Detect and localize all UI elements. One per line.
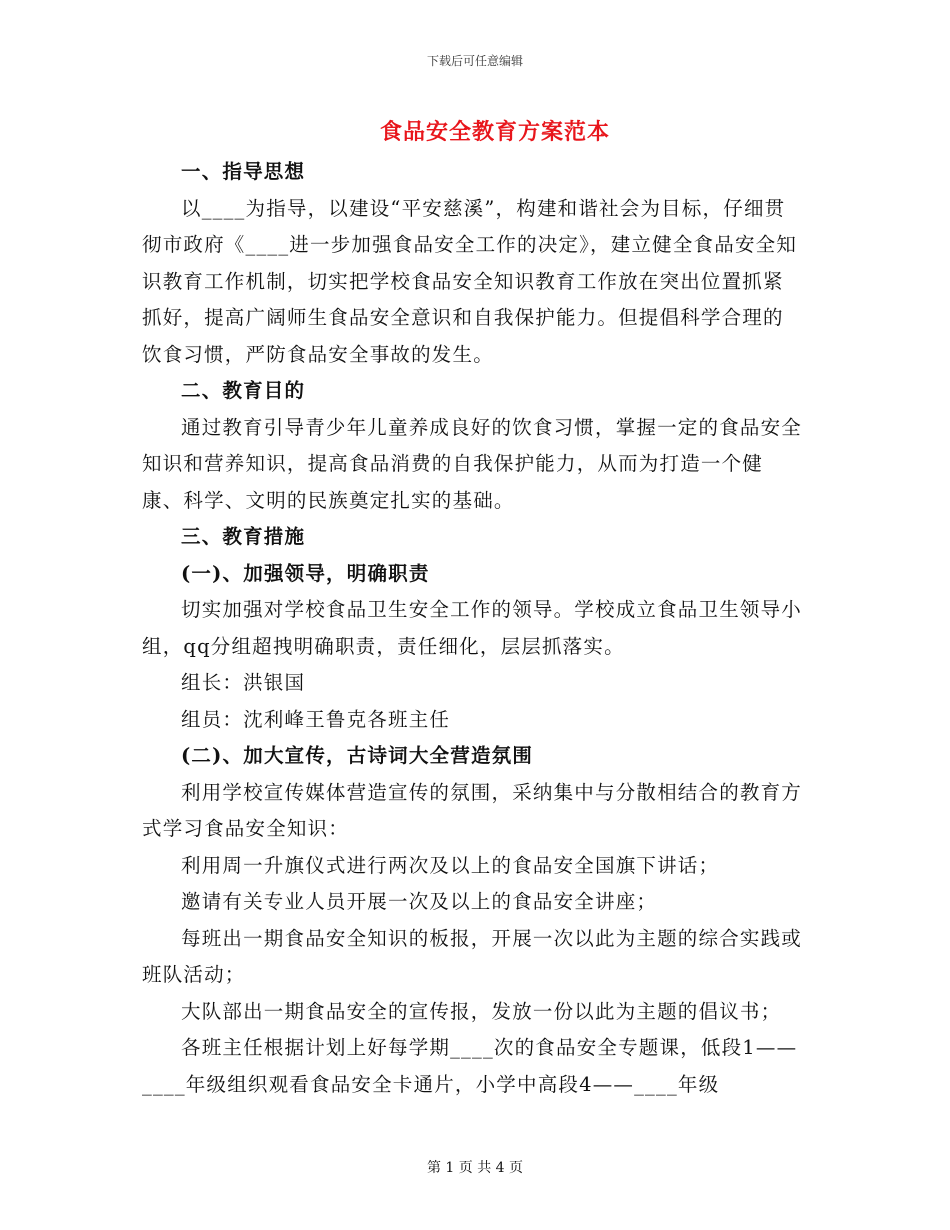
- page-footer: 第 1 页 共 4 页: [426, 1160, 524, 1176]
- section-heading-3: 三、教育措施: [181, 525, 306, 548]
- paragraph-lecture: 邀请有关专业人员开展一次及以上的食品安全讲座；: [181, 890, 658, 913]
- paragraph-lessons: 各班主任根据计划上好每学期____次的食品安全专题课，低段1——____年级组织观看食品安全卡通片，小学中高段4——____年级: [142, 1036, 798, 1096]
- paragraph-guiding-thought: 以____为指导，以建设“平安慈溪”，构建和谐社会为目标，仔细贯彻市政府《____进一步加强食品安全工作的决定》，建立健全食品安全知识教育工作机制，切实把学校食品安全知识教育工作放在突出位置抓紧抓好，提高广阔师生食品安全意识和自我保护能力。但提倡科学合理的饮食习惯，严防食品安全事故的发生。: [142, 196, 798, 366]
- paragraph-education-goal: 通过教育引导青少年儿童养成良好的饮食习惯，掌握一定的食品安全知识和营养知识，提高食品消费的自我保护能力，从而为打造一个健康、科学、文明的民族奠定扎实的基础。: [142, 415, 803, 512]
- subsection-heading-2: (二)、加大宣传，古诗词大全营造氛围: [181, 744, 534, 767]
- section-heading-2: 二、教育目的: [181, 379, 306, 402]
- subsection-heading-1: (一)、加强领导，明确职责: [181, 561, 430, 585]
- paragraph-publicity: 利用学校宣传媒体营造宣传的氛围，采纳集中与分散相结合的教育方式学习食品安全知识：: [142, 780, 803, 840]
- document-title: 食品安全教育方案范本: [379, 119, 610, 145]
- paragraph-bulletin: 大队部出一期食品安全的宣传报，发放一份以此为主题的倡议书；: [181, 999, 782, 1023]
- paragraph-leadership: 切实加强对学校食品卫生安全工作的领导。学校成立食品卫生领导小组，qq分组超拽明确职责，责任细化，层层抓落实。: [142, 598, 803, 658]
- paragraph-flag-speech: 利用周一升旗仪式进行两次及以上的食品安全国旗下讲话；: [181, 853, 720, 877]
- running-header: 下载后可任意编辑: [426, 54, 523, 68]
- paragraph-team-members: 组员：沈利峰王鲁克各班主任: [181, 707, 451, 731]
- paragraph-blackboard: 每班出一期食品安全知识的板报，开展一次以此为主题的综合实践或班队活动；: [142, 926, 803, 986]
- section-heading-1: 一、指导思想: [181, 160, 306, 183]
- paragraph-team-leader: 组长：洪银国: [181, 671, 306, 694]
- document-body: [142, 154, 802, 1103]
